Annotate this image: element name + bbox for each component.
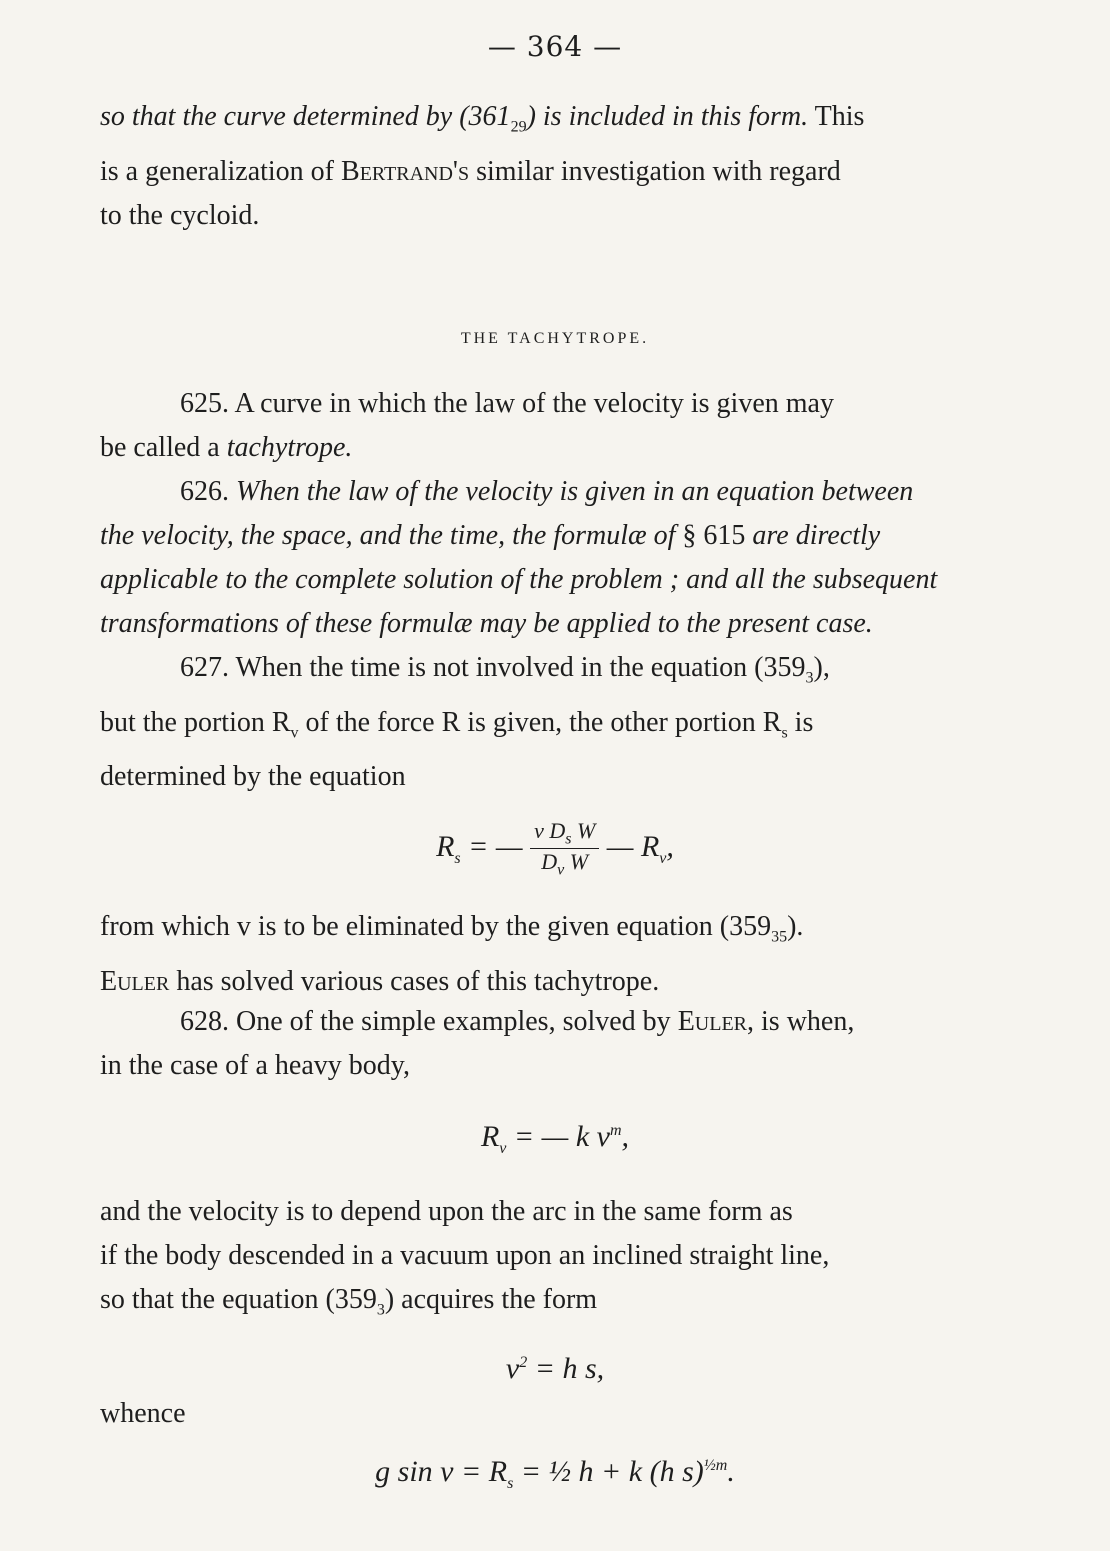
p628-line-1 (100, 1000, 1065, 1044)
after-eq2-line-1: and the velocity is to depend upon the arc in the same form as (100, 1196, 793, 1227)
intro-line-3: to the cycloid. (100, 199, 260, 231)
p627-line-1 (100, 646, 1065, 701)
intro-line-2-end: similar investigation with regard (469, 155, 841, 187)
p627-line-1-sub: 3 (805, 669, 814, 687)
intro-line-1 (100, 95, 1065, 150)
paragraph-626 (100, 470, 1065, 646)
p626-line-2-end: are directly (745, 520, 881, 551)
eq3-lhs-sup: 2 (519, 1354, 528, 1371)
whence-line (100, 1392, 1065, 1436)
page-number: — 364 — (487, 30, 623, 63)
after-eq2-line-3 (100, 1278, 1065, 1333)
intro-line-2-text: is a generalization of (100, 155, 342, 187)
after-eq2-line-3-text: so that the equation (359 (100, 1284, 377, 1315)
eq1-den-text: D (541, 849, 558, 875)
intro-paragraph (100, 95, 1065, 238)
p628-line-2: in the case of a heavy body, (100, 1050, 410, 1081)
eq3-lhs: v (505, 1352, 520, 1385)
eq1-numerator (530, 818, 599, 849)
p627-line-2-sub: v (290, 724, 299, 742)
p625-line-1: 625. A curve in which the law of the velocity is given may (180, 388, 834, 419)
p626-number: 626. (180, 476, 236, 507)
p627-line-2-end: is (787, 706, 814, 738)
intro-line-1-text: so that the curve determined by (361 (100, 101, 511, 132)
eq2-rhs: = — k v (506, 1120, 610, 1153)
p627-line-1-text: 627. When the time is not involved in the equation (359 (180, 652, 806, 683)
eq1-fraction (530, 818, 599, 880)
after-eq1-line-1-text: from which v is to be eliminated by the given equation (359 (100, 911, 772, 942)
p628-line-1-end: , is when, (747, 1006, 855, 1037)
eq1-lhs: R (436, 829, 455, 863)
paragraph-625 (100, 382, 1065, 470)
paragraph-after-eq1 (100, 905, 1065, 1004)
p626-line-4: transformations of these formulæ may be applied to the present case. (100, 608, 873, 639)
p627-line-2-sub-2: s (781, 724, 788, 742)
p625-term: tachytrope. (226, 432, 353, 463)
eq2-end: , (621, 1120, 630, 1153)
p627-line-2-text: but the portion R (100, 706, 291, 738)
after-eq1-line-2 (100, 960, 1065, 1004)
paragraph-627 (100, 646, 1065, 799)
p628-line-1-text: 628. One of the simple examples, solved by (180, 1006, 678, 1037)
intro-line-2-name: Bertrand's (341, 155, 470, 187)
eq3-rhs: = h s, (527, 1352, 605, 1385)
eq4-end: . (727, 1455, 735, 1488)
eq1-denominator (530, 849, 599, 879)
p626-line-1 (100, 470, 1065, 514)
eq2-lhs-sub: v (499, 1140, 507, 1157)
eq2-rhs-sup: m (609, 1122, 622, 1139)
eq1-lhs-sub: s (454, 849, 461, 867)
section-heading: THE TACHYTROPE. (460, 330, 650, 347)
after-eq2-line-2: if the body descended in a vacuum upon an inclined straight line, (100, 1240, 830, 1271)
whence-text: whence (100, 1398, 186, 1429)
after-eq2-line-3-sub: 3 (376, 1301, 385, 1319)
p626-line-3: applicable to the complete solution of the problem ; and all the subsequent (100, 564, 938, 595)
after-eq1-line-1 (100, 905, 1065, 960)
after-eq2-line-3-end: ) acquires the form (384, 1284, 598, 1315)
p625-line-2 (100, 426, 1065, 470)
eq1-den-sub: v (557, 861, 565, 879)
p627-line-3: determined by the equation (100, 761, 406, 793)
eq4-part-a-sub: s (507, 1475, 514, 1492)
p627-line-2-mid: of the force R is given, the other portion R (298, 706, 782, 738)
paragraph-628 (100, 1000, 1065, 1088)
p627-line-2 (100, 701, 1065, 756)
equation-rv (0, 1120, 1110, 1158)
intro-line-1-sub: 29 (510, 118, 527, 136)
paragraph-after-eq2 (100, 1190, 1065, 1333)
p626-line-2-text: the velocity, the space, and the time, the formulæ of (100, 520, 683, 551)
intro-line-2 (100, 150, 1065, 194)
after-eq1-line-2-text: has solved various cases of this tachytrope. (169, 965, 660, 997)
eq4-part-b-sup: ½m (703, 1457, 728, 1474)
eq1-rhs-sub: v (659, 849, 667, 867)
p626-section-ref: § 615 (682, 520, 746, 551)
after-eq1-line-1-sub: 35 (771, 928, 788, 946)
p627-line-1-end: ), (813, 652, 830, 683)
eq1-num-sub: s (565, 830, 572, 848)
equation-v-squared (0, 1352, 1110, 1386)
p625-line-2-text: be called a (100, 432, 227, 463)
equation-final (0, 1455, 1110, 1493)
intro-line-1-end: This (808, 101, 865, 132)
eq1-num-text: v D (534, 818, 566, 843)
eq1-rhs: — R (606, 829, 660, 863)
eq4-part-b: = ½ h + k (h s) (513, 1455, 704, 1488)
p626-line-2 (100, 514, 1065, 558)
intro-line-1-text-2: ) is included in this form. (526, 101, 809, 132)
after-eq1-name: Euler (100, 965, 170, 997)
p626-line-1-text: When the law of the velocity is given in an equation between (236, 476, 914, 507)
after-eq1-line-1-end: ). (787, 911, 804, 942)
equation-rs (0, 818, 1110, 880)
eq1-rhs-end: , (666, 829, 674, 863)
eq1-equals: = — (460, 829, 531, 863)
eq2-lhs: R (480, 1120, 500, 1153)
eq1-num-end: W (571, 818, 596, 843)
eq4-part-a: g sin ν = R (375, 1455, 508, 1488)
eq1-den-end: W (564, 849, 589, 875)
p628-name: Euler (677, 1006, 748, 1037)
